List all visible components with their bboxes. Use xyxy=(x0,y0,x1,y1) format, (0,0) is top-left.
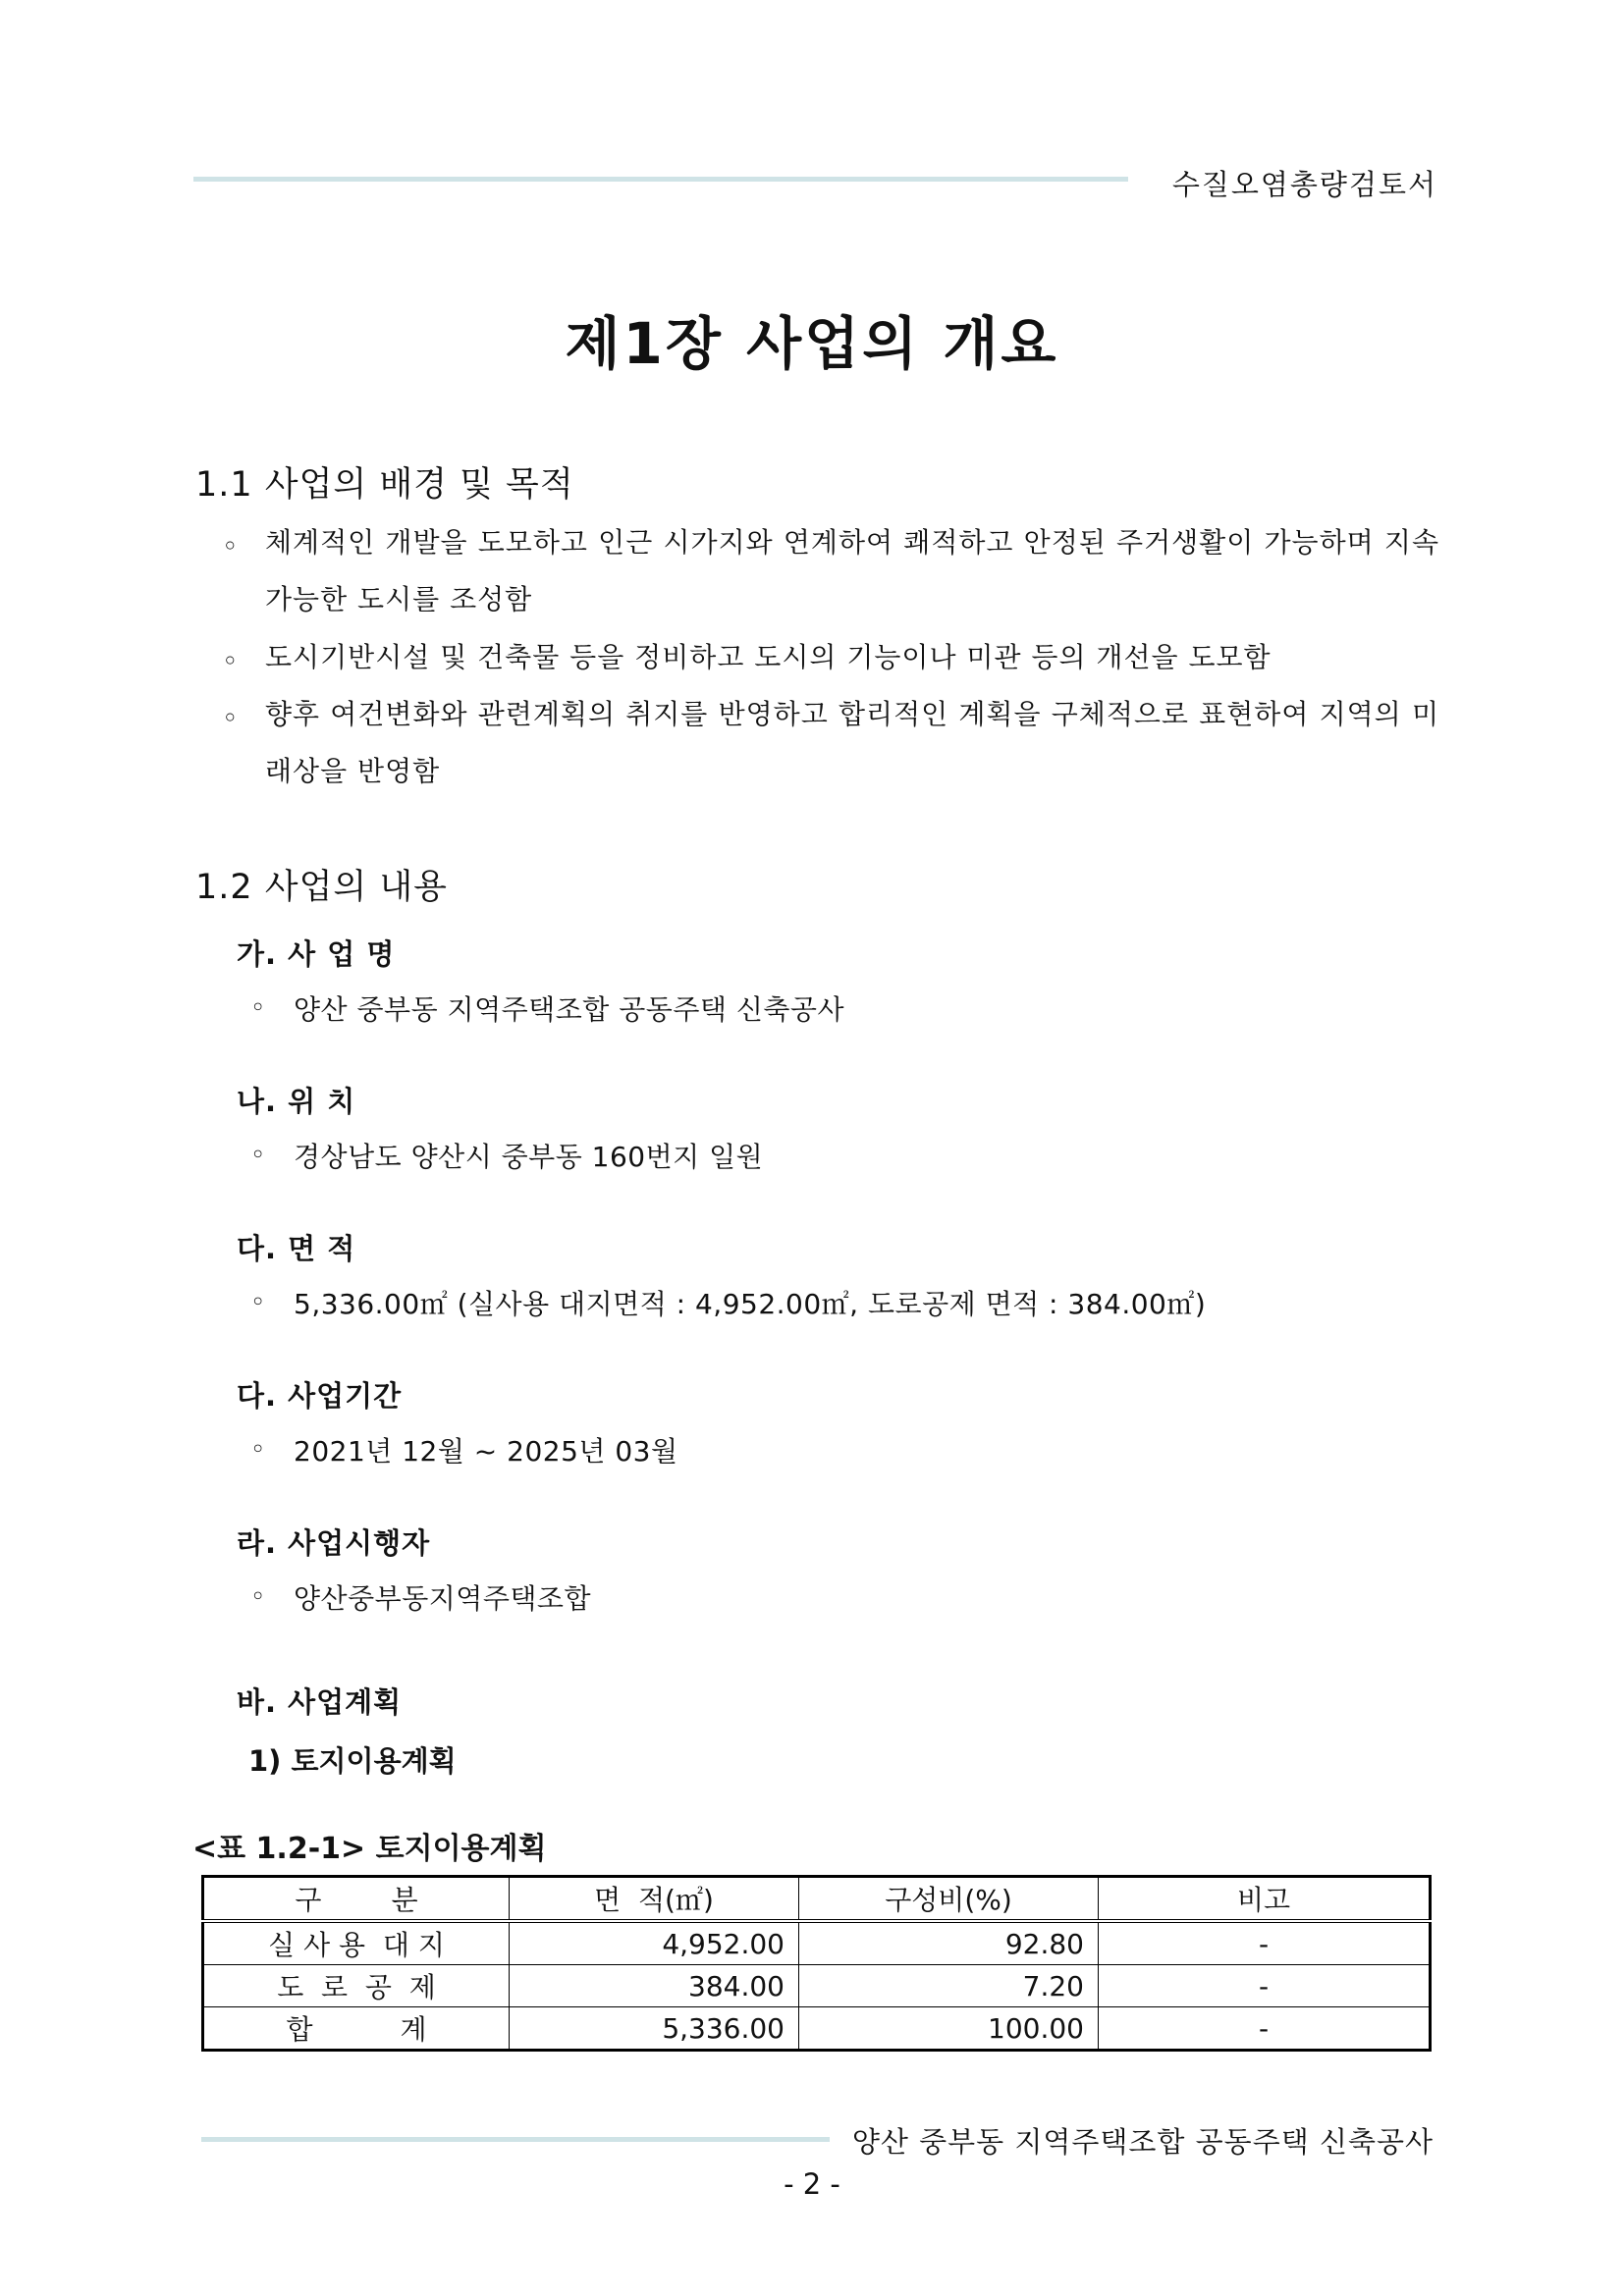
item-value-area: 5,336.00㎡ (실사용 대지면적 : 4,952.00㎡, 도로공제 면적 : 384.00㎡) xyxy=(294,1288,1207,1320)
cell-ratio: 100.00 xyxy=(799,2007,1099,2051)
cell-area: 384.00 xyxy=(510,1965,799,2007)
footer-rule xyxy=(201,2137,830,2142)
col-header-remark: 비고 xyxy=(1099,1877,1431,1922)
bullet-marker: ◦ xyxy=(250,1141,266,1170)
land-use-table xyxy=(201,1875,1432,2052)
item-heading-location: 나. 위 치 xyxy=(237,1085,356,1118)
cell-ratio: 92.80 xyxy=(799,1921,1099,1965)
bullet-marker: ◦ xyxy=(222,530,239,562)
item-heading-period: 다. 사업기간 xyxy=(237,1379,403,1413)
item-heading-area: 다. 면 적 xyxy=(237,1232,356,1265)
bullet-marker: ◦ xyxy=(222,645,239,677)
table-row xyxy=(203,1965,1431,2007)
section-1-2-title: 1.2 사업의 내용 xyxy=(195,868,448,907)
item-value-name: 양산 중부동 지역주택조합 공동주택 신축공사 xyxy=(294,993,845,1026)
item-heading-plan: 바. 사업계획 xyxy=(237,1685,403,1719)
cell-remark: - xyxy=(1099,1965,1431,2007)
header-rule xyxy=(193,177,1128,182)
cell-area: 5,336.00 xyxy=(510,2007,799,2051)
col-header-area: 면 적(㎡) xyxy=(510,1877,799,1922)
bullet-marker: ◦ xyxy=(250,1288,266,1317)
table-row xyxy=(203,2007,1431,2051)
cell-category: 합 계 xyxy=(203,2007,510,2051)
bullet-marker: ◦ xyxy=(222,702,239,734)
header-title: 수질오염총량검토서 xyxy=(1171,168,1437,201)
section-1-1-title: 1.1 사업의 배경 및 목적 xyxy=(195,465,574,505)
col-header-category: 구 분 xyxy=(203,1877,510,1922)
bullet-marker: ◦ xyxy=(250,1582,266,1612)
cell-ratio: 7.20 xyxy=(799,1965,1099,2007)
cell-category: 도 로 공 제 xyxy=(203,1965,510,2007)
col-header-ratio: 구성비(%) xyxy=(799,1877,1099,1922)
plan-subheading: 1) 토지이용계획 xyxy=(248,1744,457,1778)
table-caption: <표 1.2-1> 토지이용계획 xyxy=(192,1832,547,1866)
section-1-1-bullet-2: 도시기반시설 및 건축물 등을 정비하고 도시의 기능이나 미관 등의 개선을 도모함 xyxy=(265,641,1272,673)
bullet-marker: ◦ xyxy=(250,993,266,1023)
cell-category: 실 사 용 대 지 xyxy=(203,1921,510,1965)
bullet-marker: ◦ xyxy=(250,1435,266,1465)
item-heading-operator: 라. 사업시행자 xyxy=(237,1526,431,1560)
page-number: - 2 - xyxy=(784,2167,840,2201)
item-value-operator: 양산중부동지역주택조합 xyxy=(294,1582,592,1615)
cell-area: 4,952.00 xyxy=(510,1921,799,1965)
cell-remark: - xyxy=(1099,1921,1431,1965)
item-heading-name: 가. 사 업 명 xyxy=(237,937,396,971)
section-1-1-bullet-3: 향후 여건변화와 관련계획의 취지를 반영하고 합리적인 계획을 구체적으로 표현하여 지역의 미래상을 반영함 xyxy=(265,698,1439,787)
item-value-location: 경상남도 양산시 중부동 160번지 일원 xyxy=(294,1141,764,1173)
footer-title: 양산 중부동 지역주택조합 공동주택 신축공사 xyxy=(851,2125,1434,2159)
item-value-period: 2021년 12월 ~ 2025년 03월 xyxy=(294,1435,678,1468)
cell-remark: - xyxy=(1099,2007,1431,2051)
chapter-title: 제1장 사업의 개요 xyxy=(565,310,1059,377)
table-header-row xyxy=(203,1877,1431,1922)
section-1-1-bullet-1: 체계적인 개발을 도모하고 인근 시가지와 연계하여 쾌적하고 안정된 주거생활이 가능하며 지속가능한 도시를 조성함 xyxy=(265,526,1439,615)
table-row xyxy=(203,1921,1431,1965)
